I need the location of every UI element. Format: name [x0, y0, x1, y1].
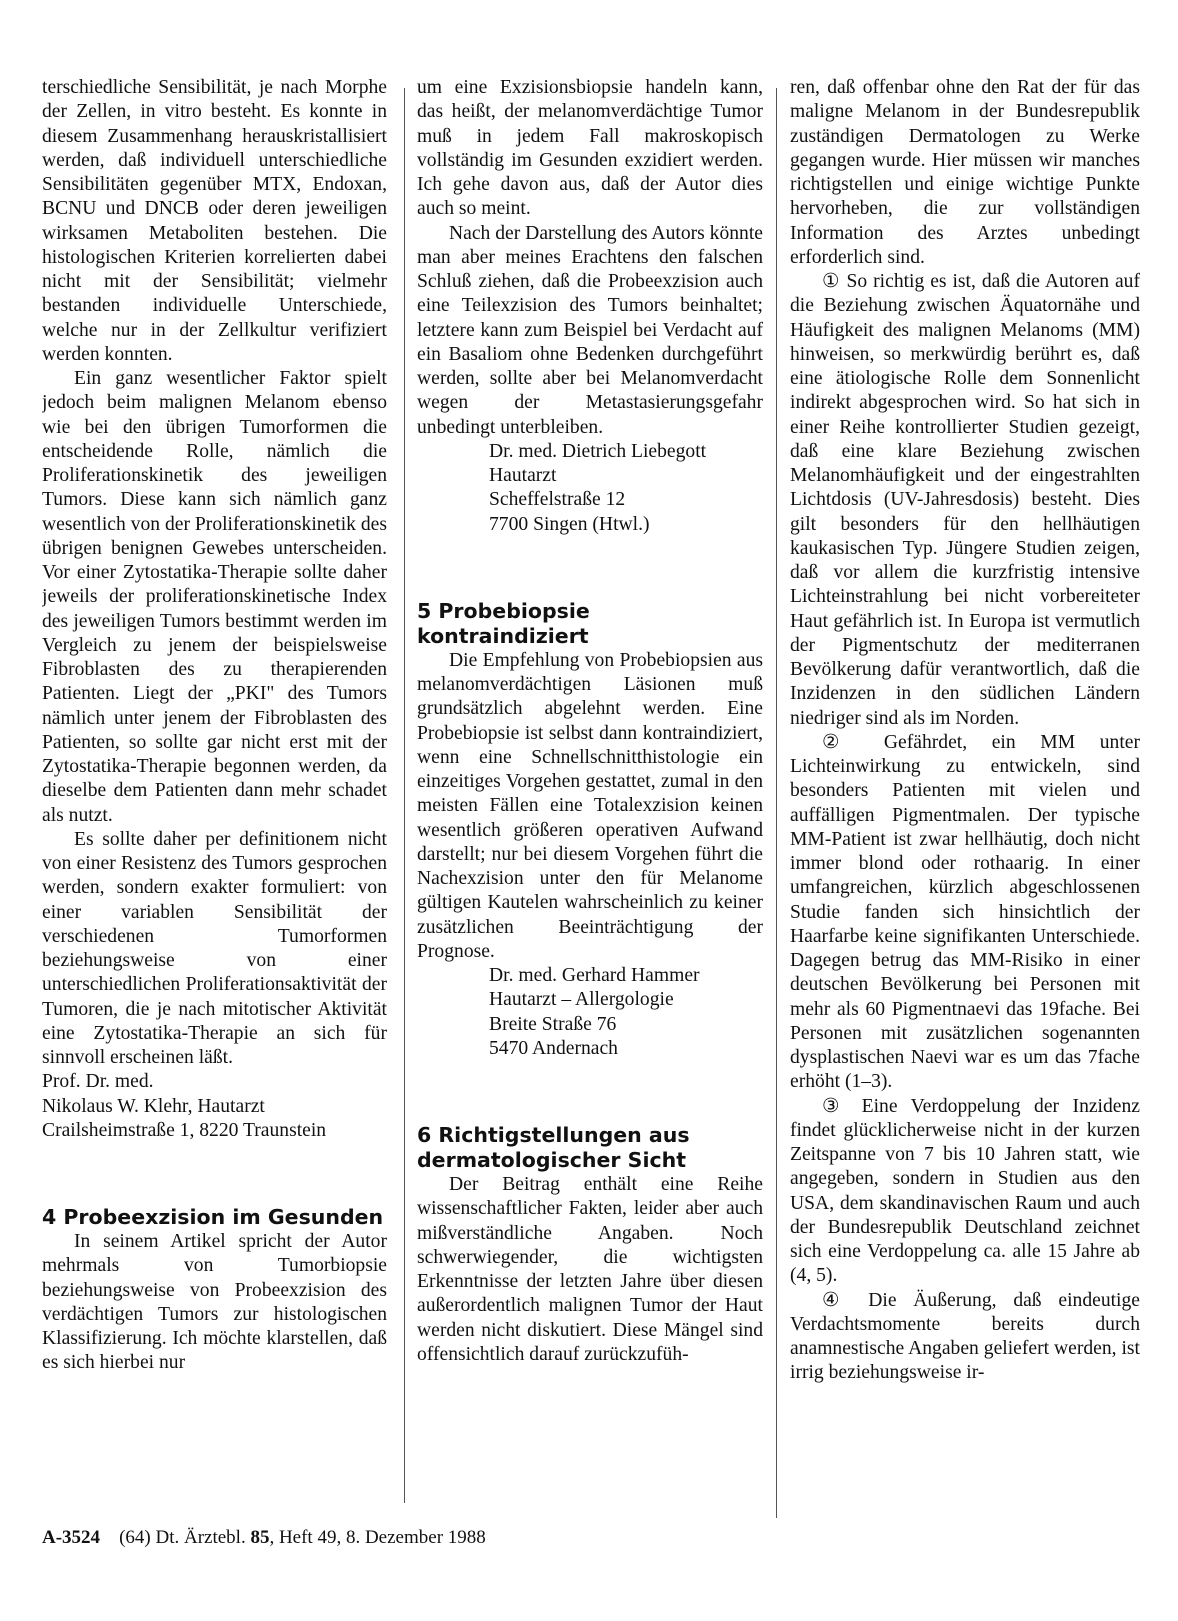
paragraph: Ein ganz wesentlicher Faktor spielt jedoch beim malignen Melanom ebenso wie bei den übrigen Tumorformen die entscheidende Rolle, nämlich die Proliferationskinetik des jeweiligen Tumors. Diese kann sich nämlich ganz wesentlich von der Proliferationskinetik des übrigen benignen Gewebes unterscheiden. Vor einer Zytostatika-Therapie sollte daher jeweils der proliferationskinetische Index des jeweiligen Tumors bestimmt werden im Vergleich zu jenem der beispielsweise Fibroblasten des zu therapierenden Patienten. Liegt der „PKI" des Tumors nämlich unter jenem der Fibroblasten des Patienten, so sollte gar nicht erst mit der Zytostatika-Therapie begonnen werden, da dieselbe dem Patienten dann mehr schadet als nutzt.	[42, 368, 387, 826]
paragraph: terschiedliche Sensibilität, je nach Morphe der Zellen, in vitro besteht. Es konnte in diesem Zusammenhang herauskristallisiert werden, daß individuell unterschiedliche Sensibilitäten gegenüber MTX, Endoxan, BCNU und DNCB oder deren jeweiligen wirksamen Metaboliten bestehen. Die histologischen Kriterien korrelierten dabei nicht mit der Sensibilität; vielmehr bestanden individuelle Unterschiede, welche nur in der Zellkultur verifiziert werden konnten.	[42, 77, 387, 365]
section-gap	[417, 1061, 763, 1123]
author-signature: Prof. Dr. med. Nikolaus W. Klehr, Hautarzt Crailsheimstraße 1, 8220 Traunstein	[42, 1071, 327, 1141]
paragraph: In seinem Artikel spricht der Autor mehrmals von Tumorbiopsie beziehungsweise von Probeexzision des verdächtigen Tumors zur histologischen Klassifizierung. Ich möchte klarstellen, daß es sich hierbei nur	[42, 1231, 387, 1374]
paragraph: Es sollte daher per definitionem nicht von einer Resistenz des Tumors gesprochen werden, sondern exakter formuliert: von einer variablen Sensibilität der verschiedenen Tumorformen beziehungsweise von einer unterschiedlichen Proliferationsaktivität der Tumoren, die je nach mitotischer Aktivität eine Zytostatika-Therapie an sich für sinnvoll erscheinen läßt.	[42, 828, 387, 1068]
section-heading: 5 Probebiopsie kontraindiziert	[417, 598, 590, 648]
paragraph: ① So richtig es ist, daß die Autoren auf die Beziehung zwischen Äquatornähe und Häufigkeit des malignen Melanoms (MM) hinweisen, so merkwürdig berührt es, daß eine ätiologische Rolle dem Sonnenlicht indirekt abgesprochen wird. So hat sich in einer Reihe kontrollierter Studien gezeigt, daß eine klare Beziehung zwischen Melanomhäufigkeit und der eingestrahlten Lichtdosis (UV-Jahresdosis) besteht. Dies gilt besonders für den hellhäutigen kaukasischen Typ. Jüngere Studien zeigen, daß vor allem die kurzfristig intensive Lichteinstrahlung bei nicht vorbereiteter Haut gefährlich ist. In Europa ist vermutlich der Pigmentschutz der mediterranen Bevölkerung dafür verantwortlich, daß die Inzidenzen in den südlichen Ländern niedriger sind als im Norden.	[790, 271, 1140, 729]
paragraph: Die Empfehlung von Probebiopsien aus melanomverdächtigen Läsionen muß grundsätzlich abgelehnt werden. Eine Probebiopsie ist selbst dann kontraindiziert, wenn eine Schnellschnitthistologie ein einzeitiges Vorgehen gestattet, zumal in den meisten Fällen eine Totalexzision keinen wesentlich größeren operativen Aufwand darstellt; nur bei diesem Vorgehen führt die Nachexzision unter den für Melanome gültigen Kautelen wahrscheinlich zu keiner zusätzlichen Beeinträchtigung der Prognose.	[417, 649, 763, 962]
column-divider	[404, 88, 405, 1503]
paragraph: Nach der Darstellung des Autors könnte man aber meines Erachtens den falschen Schluß ziehen, daß die Probeexzision auch eine Teilexzision des Tumors beinhaltet; letztere kann zum Beispiel bei Verdacht auf ein Basaliom ohne Bedenken durchgeführt werden, sollte aber bei Melanomverdacht wegen der Metastasierungsgefahr unbedingt unterbleiben.	[417, 222, 763, 438]
text-column-3	[790, 76, 1140, 1506]
text-column-2	[417, 76, 763, 1506]
section-heading: 6 Richtigstellungen aus dermatologischer Sicht	[417, 1123, 690, 1172]
section-gap	[417, 537, 763, 599]
paragraph: ④ Die Äußerung, daß eindeutige Verdachtsmomente bereits durch anamnestische Angaben geliefert werden, ist irrig beziehungsweise ir-	[790, 1289, 1140, 1384]
page-footer	[42, 1526, 486, 1550]
section-gap	[42, 1143, 387, 1205]
page-code: A-3524	[42, 1527, 101, 1548]
issue-date: , Heft 49, 8. Dezember 1988	[269, 1527, 486, 1548]
paragraph: ren, daß offenbar ohne den Rat der für das maligne Melanom in der Bundesrepublik zuständigen Dermatologen zu Werke gegangen wurde. Hier müssen wir manches richtigstellen und einige wichtige Punkte hervorheben, die zur vollständigen Information des Arztes unbedingt erforderlich sind.	[790, 77, 1140, 268]
paragraph: Der Beitrag enthält eine Reihe wissenschaftlicher Fakten, leider aber auch mißverständliche Angaben. Noch schwerwiegender, die wichtigsten Erkenntnisse der letzten Jahre über diesen außerordentlich malignen Tumor der Haut werden nicht diskutiert. Diese Mängel sind offensichtlich darauf zurückzufüh-	[417, 1174, 763, 1365]
paragraph: ③ Eine Verdoppelung der Inzidenz findet glücklicherweise nicht in der kurzen Zeitspanne von 7 bis 10 Jahren statt, wie angegeben, sondern in Studien aus den USA, dem skandinavischen Raum und auch der Bundesrepublik Deutschland zeichnet sich eine Verdoppelung ca. alle 15 Jahre ab (4, 5).	[790, 1095, 1140, 1287]
paragraph: ② Gefährdet, ein MM unter Lichteinwirkung zu entwickeln, sind besonders Patienten mit vielen und auffälligen Pigmentmalen. Der typische MM-Patient ist zwar hellhäutig, doch nicht immer blond oder rothaarig. In einer umfangreichen, kürzlich abgeschlossenen Studie fanden sich hinsichtlich der Haarfarbe keine signifikanten Unterschiede. Dagegen betrug das MM-Risiko in einer deutschen Bevölkerung bei Personen mit mehr als 60 Pigmentnaevi das 19fache. Bei Personen mit zusätzlichen sogenannten dysplastischen Naevi war es um das 7fache erhöht (1–3).	[790, 731, 1140, 1093]
journal-name: (64) Dt. Ärztebl.	[119, 1527, 246, 1548]
volume-number: 85	[250, 1527, 270, 1548]
text-column-1	[42, 76, 387, 1506]
section-heading: 4 Probeexzision im Gesunden	[42, 1205, 384, 1229]
paragraph: um eine Exzisionsbiopsie handeln kann, das heißt, der melanomverdächtige Tumor muß in jedem Fall makroskopisch vollständig im Gesunden exzidiert werden. Ich gehe davon aus, daß der Autor dies auch so meint.	[417, 77, 763, 220]
column-divider	[776, 88, 777, 1518]
author-signature: Dr. med. Gerhard Hammer Hautarzt – Allergologie Breite Straße 76 5470 Andernach	[489, 965, 700, 1059]
author-signature: Dr. med. Dietrich Liebegott Hautarzt Scheffelstraße 12 7700 Singen (Htwl.)	[489, 440, 707, 535]
